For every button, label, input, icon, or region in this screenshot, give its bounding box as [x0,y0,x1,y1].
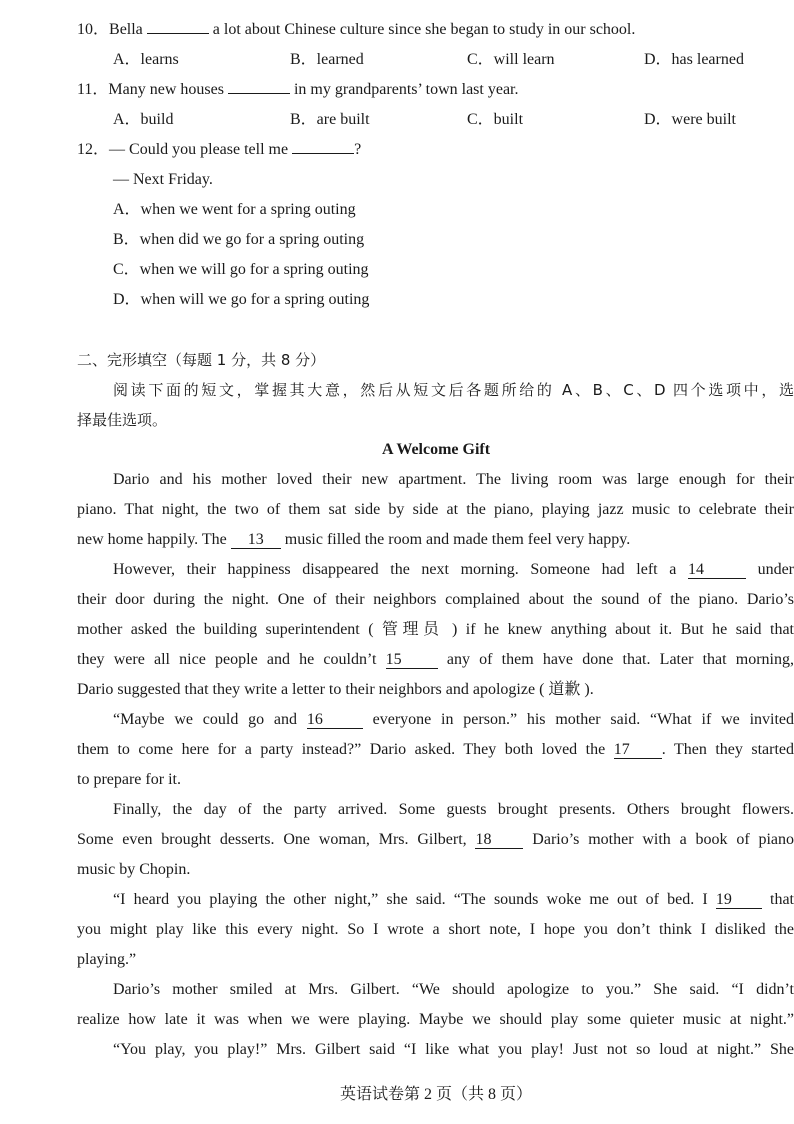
passage-line: you might play like this every night. So I wrote a short note, I hope you don’t think I disliked the [77,921,794,938]
question-text-pre: Bella [109,21,147,38]
passage-line: their door during the night. One of their neighbors complained about the sound of the piano. Dario’s [77,591,794,608]
question-12-reply: — Next Friday. [113,171,213,188]
passage-line [77,650,794,670]
passage-text: new home happily. The [77,531,231,548]
answer-blank [292,153,354,154]
blank-16: 16 [307,712,363,729]
passage-text: that [761,891,794,908]
option-d: D．has learned [644,51,744,68]
passage-text: them to come here for a party instead?” Dario asked. They both loved the [77,741,614,758]
passage-line: piano. That night, the two of them sat side by side at the piano, playing jazz music to celebrate their [77,501,794,518]
question-10 [77,20,635,40]
section-heading: 二、完形填空（每题 1 分，共 8 分） [77,351,326,369]
question-number: 10． [77,21,110,38]
passage-text: “I heard you playing the other night,” she said. “The sounds woke me out of bed. I [113,891,716,908]
question-12 [77,140,361,160]
passage-line: playing.” [77,951,137,968]
option-a: A．learns [113,51,179,68]
passage-line [77,530,630,550]
blank-13: 13 [231,532,281,549]
passage-line [77,830,794,850]
page-footer: 英语试卷第 2 页（共 8 页） [339,1086,532,1103]
passage-text: music filled the room and made them feel very happy. [280,531,631,548]
passage-line [113,710,794,730]
option-c: C．built [467,111,524,128]
passage-line: realize how late it was when we were playing. Maybe we should play some quieter music at night.” [77,1011,794,1028]
passage-line [113,890,794,910]
option-b: B．when did we go for a spring outing [113,231,365,248]
question-number: 11． [77,81,109,98]
option-a: A．when we went for a spring outing [113,201,356,218]
passage-line: music by Chopin. [77,861,191,878]
passage-text: Dario’s mother with a book of piano [523,831,794,848]
passage-text: . Then they started [661,741,794,758]
answer-blank [147,33,209,34]
blank-17: 17 [614,742,662,759]
passage-text: Some even brought desserts. One woman, Mrs. Gilbert, [77,831,476,848]
passage-line: Dario and his mother loved their new apartment. The living room was large enough for their [113,471,794,488]
passage-line: Dario suggested that they write a letter to their neighbors and apologize ( 道歉 ). [77,681,594,698]
question-text-pre: Many new houses [108,81,228,98]
option-a: A．build [113,111,174,128]
blank-14: 14 [688,562,746,579]
passage-line: to prepare for it. [77,771,181,788]
answer-blank [228,93,290,94]
option-b: B．learned [290,51,364,68]
passage-line: Dario’s mother smiled at Mrs. Gilbert. “We should apologize to you.” She said. “I didn’t [113,981,794,998]
question-text-post: ? [354,141,362,158]
blank-19: 19 [716,892,762,909]
passage-title: A Welcome Gift [381,441,491,458]
option-c: C．will learn [467,51,555,68]
question-number: 12． [77,141,110,158]
passage-text: “Maybe we could go and [113,711,307,728]
passage-line [113,560,794,580]
blank-18: 18 [475,832,523,849]
section-instruction-line-2: 择最佳选项。 [77,411,168,429]
question-text-post: in my grandparents’ town last year. [289,81,519,98]
passage-text: under [745,561,794,578]
passage-line [77,740,794,760]
passage-line: mother asked the building superintendent ( 管理员 ) if he knew anything about it. But he said that [77,621,794,638]
passage-text: they were all nice people and he couldn’t [77,651,386,668]
question-text-pre: — Could you please tell me [109,141,293,158]
passage-text: any of them have done that. Later that morning, [437,651,794,668]
question-11 [77,80,519,100]
passage-text: everyone in person.” his mother said. “What if we invited [362,711,794,728]
passage-line: “You play, you play!” Mrs. Gilbert said “I like what you play! Just not so loud at night.” She [113,1041,794,1058]
option-c: C．when we will go for a spring outing [113,261,369,278]
blank-15: 15 [386,652,438,669]
option-b: B．are built [290,111,370,128]
passage-text: However, their happiness disappeared the next morning. Someone had left a [113,561,688,578]
section-instruction-line-1: 阅读下面的短文，掌握其大意，然后从短文后各题所给的 A、B、C、D 四个选项中，选 [113,381,794,399]
question-text-post: a lot about Chinese culture since she began to study in our school. [208,21,636,38]
passage-line: Finally, the day of the party arrived. Some guests brought presents. Others brought flowers. [113,801,794,818]
option-d: D．were built [644,111,736,128]
option-d: D．when will we go for a spring outing [113,291,370,308]
